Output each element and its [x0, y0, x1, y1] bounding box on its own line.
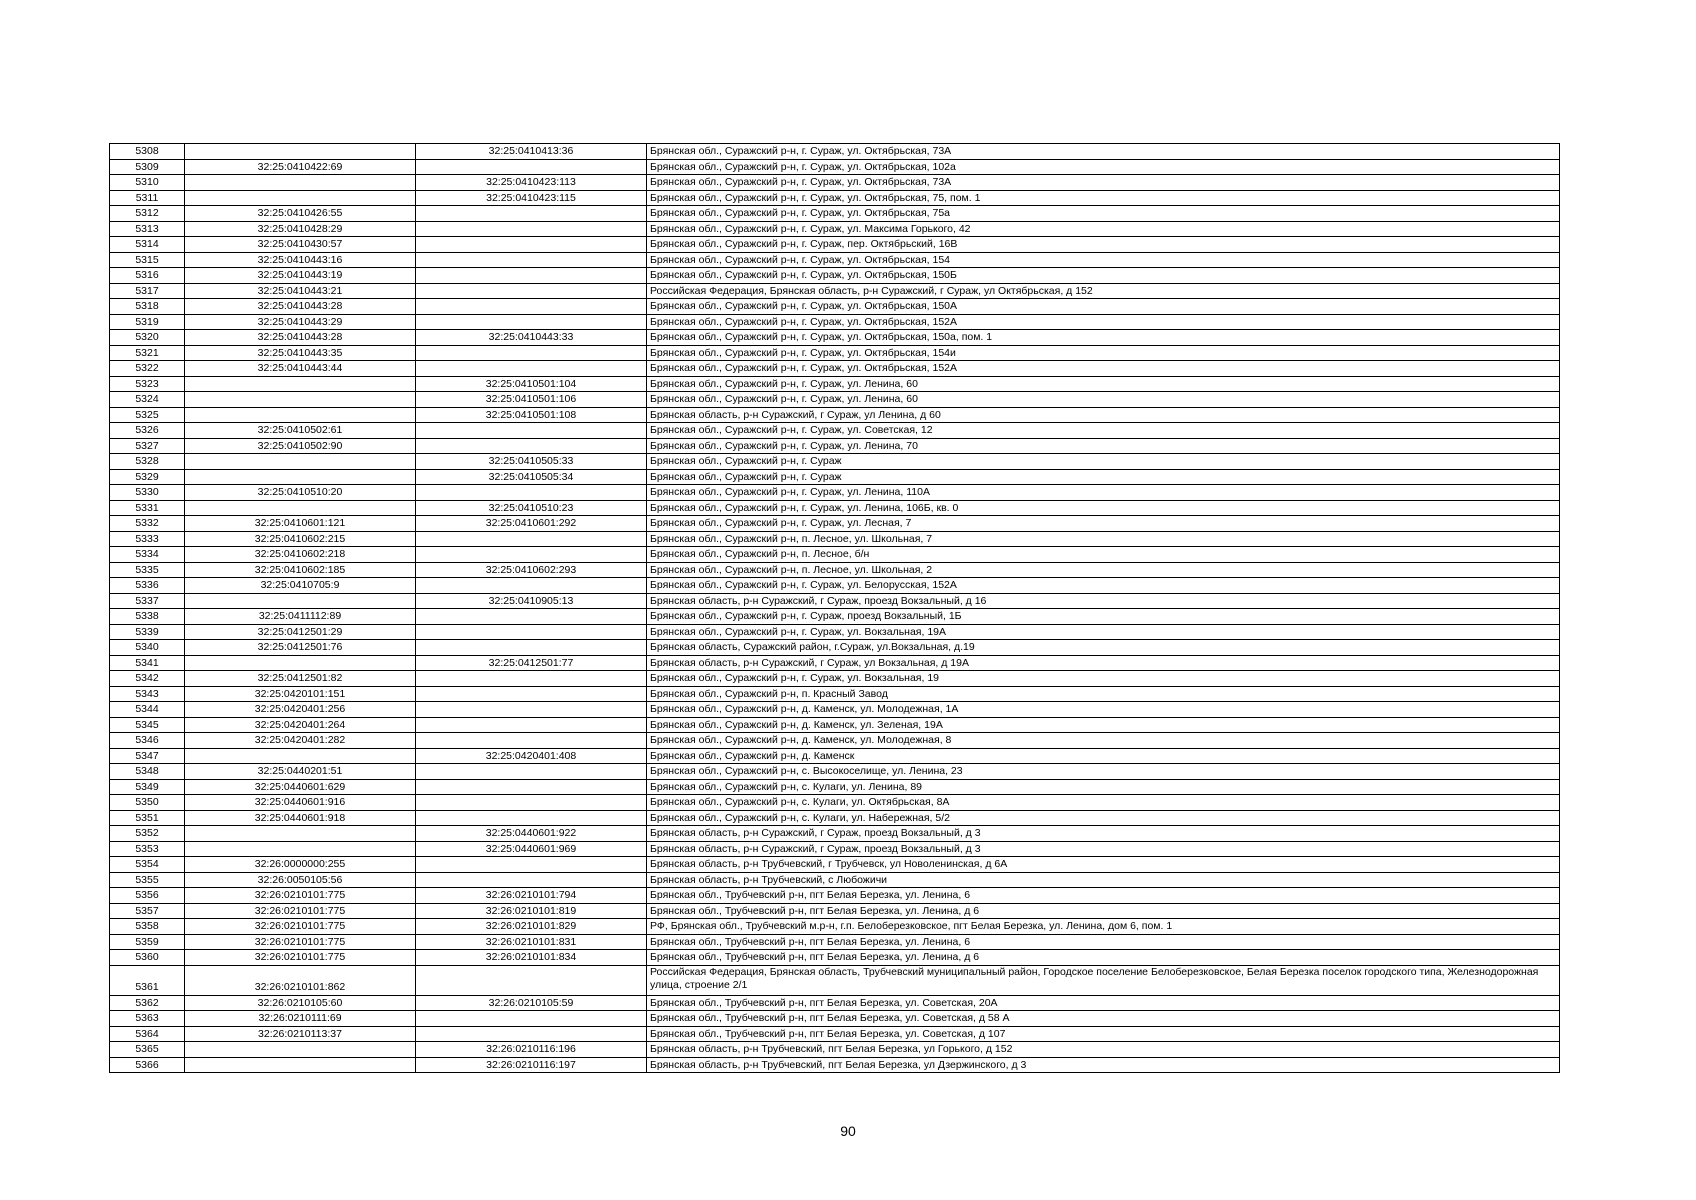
table-row — [110, 562, 1560, 578]
table-row — [110, 717, 1560, 733]
table-row — [110, 252, 1560, 268]
table-row — [110, 702, 1560, 718]
row-number-cell: 5364 — [110, 1026, 185, 1042]
row-number-cell: 5326 — [110, 423, 185, 439]
cadastral-number-cell: 32:25:0410443:21 — [185, 283, 416, 299]
cadastral-number-cell: 32:25:0410502:90 — [185, 438, 416, 454]
cadastral-number-cell: 32:25:0410426:55 — [185, 206, 416, 222]
object-number-cell: 32:26:0210101:829 — [416, 919, 647, 935]
object-number-cell — [416, 159, 647, 175]
object-number-cell — [416, 237, 647, 253]
object-number-cell — [416, 438, 647, 454]
row-number-cell: 5341 — [110, 655, 185, 671]
object-number-cell — [416, 764, 647, 780]
table-row — [110, 423, 1560, 439]
address-cell: Брянская обл., Суражский р-н, г. Сураж, пер. Октябрьский, 16В — [647, 237, 1560, 253]
object-number-cell: 32:26:0210101:831 — [416, 934, 647, 950]
row-number-cell: 5360 — [110, 950, 185, 966]
address-cell: Брянская обл., Трубчевский р-н, пгт Белая Березка, ул. Советская, д 58 А — [647, 1011, 1560, 1027]
address-cell: Брянская обл., Суражский р-н, д. Каменск — [647, 748, 1560, 764]
object-number-cell: 32:25:0410443:33 — [416, 330, 647, 346]
cadastral-number-cell: 32:25:0410602:218 — [185, 547, 416, 563]
table-row — [110, 640, 1560, 656]
object-number-cell: 32:25:0410501:108 — [416, 407, 647, 423]
cadastral-number-cell: 32:26:0050105:56 — [185, 872, 416, 888]
object-number-cell — [416, 965, 647, 995]
cadastral-number-cell: 32:25:0440601:916 — [185, 795, 416, 811]
address-cell: Брянская обл., Суражский р-н, д. Каменск, ул. Молодежная, 8 — [647, 733, 1560, 749]
cadastral-number-cell: 32:26:0000000:255 — [185, 857, 416, 873]
cadastral-number-cell: 32:25:0410422:69 — [185, 159, 416, 175]
cadastral-number-cell: 32:25:0410443:29 — [185, 314, 416, 330]
object-number-cell — [416, 423, 647, 439]
cadastral-number-cell: 32:25:0410443:28 — [185, 299, 416, 315]
row-number-cell: 5362 — [110, 995, 185, 1011]
address-cell: Брянская обл., Суражский р-н, г. Сураж, ул. Ленина, 110А — [647, 485, 1560, 501]
cadastral-number-cell: 32:26:0210101:775 — [185, 934, 416, 950]
address-cell: Брянская область, р-н Трубчевский, г Трубчевск, ул Новоленинская, д 6А — [647, 857, 1560, 873]
table-row — [110, 438, 1560, 454]
cadastral-number-cell: 32:25:0420401:264 — [185, 717, 416, 733]
table-row — [110, 593, 1560, 609]
row-number-cell: 5358 — [110, 919, 185, 935]
cadastral-number-cell: 32:25:0412501:29 — [185, 624, 416, 640]
cadastral-number-cell: 32:25:0410443:35 — [185, 345, 416, 361]
object-number-cell — [416, 872, 647, 888]
row-number-cell: 5342 — [110, 671, 185, 687]
cadastral-number-cell — [185, 454, 416, 470]
object-number-cell: 32:25:0410602:293 — [416, 562, 647, 578]
object-number-cell — [416, 857, 647, 873]
address-cell: Брянская обл., Суражский р-н, г. Сураж, ул. Октябрьская, 102а — [647, 159, 1560, 175]
cadastral-number-cell: 32:25:0440601:918 — [185, 810, 416, 826]
table-row — [110, 190, 1560, 206]
row-number-cell: 5332 — [110, 516, 185, 532]
table-row — [110, 950, 1560, 966]
row-number-cell: 5324 — [110, 392, 185, 408]
table-row — [110, 965, 1560, 995]
table-row — [110, 314, 1560, 330]
object-number-cell — [416, 221, 647, 237]
object-number-cell — [416, 671, 647, 687]
address-cell: Брянская обл., Суражский р-н, г. Сураж, ул. Белорусская, 152А — [647, 578, 1560, 594]
row-number-cell: 5309 — [110, 159, 185, 175]
table-row — [110, 733, 1560, 749]
table-row — [110, 919, 1560, 935]
address-cell: Брянская обл., Суражский р-н, г. Сураж — [647, 469, 1560, 485]
object-number-cell: 32:25:0410601:292 — [416, 516, 647, 532]
object-number-cell — [416, 640, 647, 656]
row-number-cell: 5331 — [110, 500, 185, 516]
table-row — [110, 748, 1560, 764]
row-number-cell: 5337 — [110, 593, 185, 609]
object-number-cell — [416, 345, 647, 361]
table-row — [110, 469, 1560, 485]
address-cell: Брянская обл., Суражский р-н, г. Сураж, ул. Вокзальная, 19 — [647, 671, 1560, 687]
row-number-cell: 5357 — [110, 903, 185, 919]
address-cell: РФ, Брянская обл., Трубчевский м.р-н, г.п. Белоберезковское, пгт Белая Березка, ул. Ленина, дом 6, пом. 1 — [647, 919, 1560, 935]
object-number-cell: 32:25:0412501:77 — [416, 655, 647, 671]
address-cell: Брянская область, р-н Трубчевский, с Любожичи — [647, 872, 1560, 888]
table-row — [110, 283, 1560, 299]
address-cell: Брянская обл., Суражский р-н, с. Кулаги, ул. Набережная, 5/2 — [647, 810, 1560, 826]
object-number-cell: 32:25:0410505:33 — [416, 454, 647, 470]
row-number-cell: 5344 — [110, 702, 185, 718]
address-cell: Брянская область, р-н Суражский, г Сураж, проезд Вокзальный, д 16 — [647, 593, 1560, 609]
object-number-cell: 32:26:0210105:59 — [416, 995, 647, 1011]
cadastral-number-cell: 32:25:0440201:51 — [185, 764, 416, 780]
address-cell: Брянская обл., Суражский р-н, г. Сураж, ул. Вокзальная, 19А — [647, 624, 1560, 640]
object-number-cell — [416, 252, 647, 268]
table-row — [110, 857, 1560, 873]
address-cell: Брянская обл., Суражский р-н, г. Сураж, ул. Октябрьская, 154 — [647, 252, 1560, 268]
row-number-cell: 5308 — [110, 144, 185, 160]
object-number-cell: 32:25:0410501:104 — [416, 376, 647, 392]
row-number-cell: 5312 — [110, 206, 185, 222]
cadastral-table — [109, 143, 1560, 1073]
address-cell: Брянская обл., Суражский р-н, д. Каменск, ул. Зеленая, 19А — [647, 717, 1560, 733]
address-cell: Брянская обл., Суражский р-н, г. Сураж, ул. Октябрьская, 152А — [647, 361, 1560, 377]
address-cell: Брянская область, р-н Суражский, г Сураж, проезд Вокзальный, д 3 — [647, 826, 1560, 842]
row-number-cell: 5329 — [110, 469, 185, 485]
object-number-cell — [416, 702, 647, 718]
row-number-cell: 5355 — [110, 872, 185, 888]
address-cell: Брянская обл., Суражский р-н, г. Сураж, ул. Октябрьская, 150А — [647, 299, 1560, 315]
cadastral-number-cell — [185, 826, 416, 842]
address-cell: Брянская обл., Трубчевский р-н, пгт Белая Березка, ул. Советская, д 107 — [647, 1026, 1560, 1042]
row-number-cell: 5314 — [110, 237, 185, 253]
row-number-cell: 5366 — [110, 1057, 185, 1073]
cadastral-number-cell: 32:25:0410510:20 — [185, 485, 416, 501]
object-number-cell: 32:25:0440601:922 — [416, 826, 647, 842]
cadastral-number-cell: 32:25:0410602:185 — [185, 562, 416, 578]
object-number-cell: 32:25:0410501:106 — [416, 392, 647, 408]
cadastral-number-cell: 32:25:0412501:76 — [185, 640, 416, 656]
table-row — [110, 841, 1560, 857]
row-number-cell: 5322 — [110, 361, 185, 377]
row-number-cell: 5310 — [110, 175, 185, 191]
cadastral-number-cell — [185, 593, 416, 609]
object-number-cell: 32:25:0420401:408 — [416, 748, 647, 764]
address-cell: Брянская обл., Трубчевский р-н, пгт Белая Березка, ул. Ленина, д 6 — [647, 903, 1560, 919]
cadastral-number-cell — [185, 469, 416, 485]
table-row — [110, 609, 1560, 625]
cadastral-number-cell: 32:26:0210113:37 — [185, 1026, 416, 1042]
table-row — [110, 826, 1560, 842]
table-row — [110, 779, 1560, 795]
address-cell: Брянская область, Суражский район, г.Сураж, ул.Вокзальная, д.19 — [647, 640, 1560, 656]
table-row — [110, 500, 1560, 516]
address-cell: Брянская область, р-н Трубчевский, пгт Белая Березка, ул Горького, д 152 — [647, 1042, 1560, 1058]
address-cell: Брянская область, р-н Суражский, г Сураж, ул Ленина, д 60 — [647, 407, 1560, 423]
cadastral-number-cell: 32:25:0410428:29 — [185, 221, 416, 237]
row-number-cell: 5333 — [110, 531, 185, 547]
cadastral-number-cell: 32:26:0210105:60 — [185, 995, 416, 1011]
row-number-cell: 5321 — [110, 345, 185, 361]
object-number-cell — [416, 810, 647, 826]
row-number-cell: 5336 — [110, 578, 185, 594]
row-number-cell: 5349 — [110, 779, 185, 795]
cadastral-number-cell: 32:26:0210101:775 — [185, 950, 416, 966]
address-cell: Брянская обл., Суражский р-н, г. Сураж, ул. Октябрьская, 75, пом. 1 — [647, 190, 1560, 206]
row-number-cell: 5317 — [110, 283, 185, 299]
table-row — [110, 485, 1560, 501]
object-number-cell — [416, 686, 647, 702]
row-number-cell: 5351 — [110, 810, 185, 826]
table-row — [110, 392, 1560, 408]
object-number-cell — [416, 206, 647, 222]
row-number-cell: 5311 — [110, 190, 185, 206]
page-number: 90 — [840, 1123, 856, 1139]
table-row — [110, 221, 1560, 237]
table-row — [110, 624, 1560, 640]
object-number-cell — [416, 578, 647, 594]
table-row — [110, 1042, 1560, 1058]
cadastral-number-cell: 32:26:0210101:775 — [185, 919, 416, 935]
row-number-cell: 5330 — [110, 485, 185, 501]
address-cell: Брянская обл., Суражский р-н, г. Сураж, ул. Октябрьская, 154и — [647, 345, 1560, 361]
object-number-cell — [416, 733, 647, 749]
row-number-cell: 5338 — [110, 609, 185, 625]
object-number-cell — [416, 547, 647, 563]
table-row — [110, 407, 1560, 423]
table-row — [110, 764, 1560, 780]
row-number-cell: 5347 — [110, 748, 185, 764]
address-cell: Брянская обл., Суражский р-н, г. Сураж — [647, 454, 1560, 470]
row-number-cell: 5350 — [110, 795, 185, 811]
table-body — [110, 144, 1560, 1073]
row-number-cell: 5359 — [110, 934, 185, 950]
row-number-cell: 5353 — [110, 841, 185, 857]
cadastral-number-cell — [185, 392, 416, 408]
row-number-cell: 5320 — [110, 330, 185, 346]
object-number-cell: 32:25:0410510:23 — [416, 500, 647, 516]
cadastral-number-cell: 32:25:0410430:57 — [185, 237, 416, 253]
address-cell: Брянская обл., Суражский р-н, г. Сураж, ул. Октябрьская, 73А — [647, 175, 1560, 191]
address-cell: Брянская обл., Суражский р-н, г. Сураж, проезд Вокзальный, 1Б — [647, 609, 1560, 625]
object-number-cell: 32:26:0210101:794 — [416, 888, 647, 904]
address-cell: Брянская обл., Суражский р-н, с. Кулаги, ул. Ленина, 89 — [647, 779, 1560, 795]
table-row — [110, 237, 1560, 253]
object-number-cell: 32:26:0210101:834 — [416, 950, 647, 966]
address-cell: Брянская обл., Суражский р-н, г. Сураж, ул. Октябрьская, 152А — [647, 314, 1560, 330]
row-number-cell: 5348 — [110, 764, 185, 780]
cadastral-number-cell: 32:25:0410443:44 — [185, 361, 416, 377]
object-number-cell — [416, 1011, 647, 1027]
address-cell: Брянская обл., Суражский р-н, г. Сураж, ул. Ленина, 70 — [647, 438, 1560, 454]
address-cell: Брянская обл., Суражский р-н, г. Сураж, ул. Лесная, 7 — [647, 516, 1560, 532]
address-cell: Российская Федерация, Брянская область, Трубчевский муниципальный район, Городское поселение Белоберезковское, Белая Березка поселок городского типа, Железнодорожная улица, строение 2/1 — [647, 965, 1560, 995]
object-number-cell: 32:25:0410423:113 — [416, 175, 647, 191]
table-row — [110, 330, 1560, 346]
cadastral-number-cell: 32:25:0410705:9 — [185, 578, 416, 594]
cadastral-number-cell — [185, 144, 416, 160]
cadastral-number-cell: 32:25:0410443:28 — [185, 330, 416, 346]
address-cell: Брянская обл., Суражский р-н, г. Сураж, ул. Советская, 12 — [647, 423, 1560, 439]
row-number-cell: 5363 — [110, 1011, 185, 1027]
cadastral-number-cell: 32:25:0410443:19 — [185, 268, 416, 284]
row-number-cell: 5328 — [110, 454, 185, 470]
table-row — [110, 686, 1560, 702]
table-row — [110, 795, 1560, 811]
object-number-cell: 32:26:0210101:819 — [416, 903, 647, 919]
address-cell: Брянская обл., Суражский р-н, г. Сураж, ул. Октябрьская, 75а — [647, 206, 1560, 222]
address-cell: Брянская обл., Суражский р-н, с. Кулаги, ул. Октябрьская, 8А — [647, 795, 1560, 811]
cadastral-number-cell — [185, 407, 416, 423]
table-row — [110, 454, 1560, 470]
address-cell: Брянская обл., Суражский р-н, п. Красный Завод — [647, 686, 1560, 702]
cadastral-number-cell: 32:25:0420401:256 — [185, 702, 416, 718]
row-number-cell: 5354 — [110, 857, 185, 873]
table-row — [110, 810, 1560, 826]
object-number-cell — [416, 624, 647, 640]
object-number-cell: 32:25:0410905:13 — [416, 593, 647, 609]
cadastral-number-cell: 32:25:0420101:151 — [185, 686, 416, 702]
object-number-cell — [416, 485, 647, 501]
row-number-cell: 5323 — [110, 376, 185, 392]
row-number-cell: 5345 — [110, 717, 185, 733]
table-row — [110, 578, 1560, 594]
table-row — [110, 361, 1560, 377]
object-number-cell: 32:25:0410423:115 — [416, 190, 647, 206]
cadastral-number-cell: 32:26:0210101:775 — [185, 903, 416, 919]
object-number-cell — [416, 283, 647, 299]
row-number-cell: 5361 — [110, 965, 185, 995]
address-cell: Брянская обл., Суражский р-н, д. Каменск, ул. Молодежная, 1А — [647, 702, 1560, 718]
object-number-cell — [416, 609, 647, 625]
cadastral-number-cell — [185, 748, 416, 764]
row-number-cell: 5313 — [110, 221, 185, 237]
cadastral-number-cell — [185, 1042, 416, 1058]
object-number-cell — [416, 299, 647, 315]
table-row — [110, 995, 1560, 1011]
object-number-cell: 32:25:0440601:969 — [416, 841, 647, 857]
object-number-cell — [416, 268, 647, 284]
table-row — [110, 1026, 1560, 1042]
address-cell: Брянская обл., Трубчевский р-н, пгт Белая Березка, ул. Ленина, 6 — [647, 888, 1560, 904]
address-cell: Российская Федерация, Брянская область, р-н Суражский, г Сураж, ул Октябрьская, д 152 — [647, 283, 1560, 299]
object-number-cell — [416, 531, 647, 547]
table-row — [110, 516, 1560, 532]
cadastral-number-cell: 32:25:0411112:89 — [185, 609, 416, 625]
row-number-cell: 5319 — [110, 314, 185, 330]
table-row — [110, 299, 1560, 315]
table-row — [110, 888, 1560, 904]
address-cell: Брянская обл., Суражский р-н, г. Сураж, ул. Октябрьская, 150Б — [647, 268, 1560, 284]
table-row — [110, 345, 1560, 361]
cadastral-number-cell: 32:26:0210101:775 — [185, 888, 416, 904]
object-number-cell — [416, 717, 647, 733]
address-cell: Брянская обл., Суражский р-н, г. Сураж, ул. Ленина, 106Б, кв. 0 — [647, 500, 1560, 516]
cadastral-number-cell: 32:25:0410601:121 — [185, 516, 416, 532]
address-cell: Брянская обл., Суражский р-н, г. Сураж, ул. Ленина, 60 — [647, 392, 1560, 408]
cadastral-number-cell: 32:26:0210101:862 — [185, 965, 416, 995]
address-cell: Брянская область, р-н Суражский, г Сураж, проезд Вокзальный, д 3 — [647, 841, 1560, 857]
table-row — [110, 934, 1560, 950]
cadastral-number-cell — [185, 655, 416, 671]
address-cell: Брянская область, р-н Трубчевский, пгт Белая Березка, ул Дзержинского, д 3 — [647, 1057, 1560, 1073]
cadastral-number-cell: 32:25:0412501:82 — [185, 671, 416, 687]
row-number-cell: 5365 — [110, 1042, 185, 1058]
object-number-cell — [416, 795, 647, 811]
cadastral-number-cell — [185, 500, 416, 516]
table-row — [110, 903, 1560, 919]
table-row — [110, 268, 1560, 284]
cadastral-number-cell — [185, 190, 416, 206]
row-number-cell: 5356 — [110, 888, 185, 904]
object-number-cell: 32:25:0410505:34 — [416, 469, 647, 485]
row-number-cell: 5340 — [110, 640, 185, 656]
row-number-cell: 5327 — [110, 438, 185, 454]
object-number-cell: 32:26:0210116:196 — [416, 1042, 647, 1058]
row-number-cell: 5325 — [110, 407, 185, 423]
cadastral-number-cell: 32:25:0410602:215 — [185, 531, 416, 547]
cadastral-number-cell — [185, 175, 416, 191]
cadastral-number-cell: 32:25:0410502:61 — [185, 423, 416, 439]
cadastral-number-cell — [185, 1057, 416, 1073]
address-cell: Брянская обл., Трубчевский р-н, пгт Белая Березка, ул. Ленина, 6 — [647, 934, 1560, 950]
table-row — [110, 655, 1560, 671]
address-cell: Брянская обл., Трубчевский р-н, пгт Белая Березка, ул. Советская, 20А — [647, 995, 1560, 1011]
row-number-cell: 5315 — [110, 252, 185, 268]
row-number-cell: 5343 — [110, 686, 185, 702]
object-number-cell — [416, 1026, 647, 1042]
cadastral-number-cell: 32:26:0210111:69 — [185, 1011, 416, 1027]
address-cell: Брянская область, р-н Суражский, г Сураж, ул Вокзальная, д 19А — [647, 655, 1560, 671]
table-row — [110, 671, 1560, 687]
row-number-cell: 5318 — [110, 299, 185, 315]
address-cell: Брянская обл., Суражский р-н, г. Сураж, ул. Максима Горького, 42 — [647, 221, 1560, 237]
row-number-cell: 5339 — [110, 624, 185, 640]
table-row — [110, 531, 1560, 547]
address-cell: Брянская обл., Суражский р-н, г. Сураж, ул. Ленина, 60 — [647, 376, 1560, 392]
address-cell: Брянская обл., Трубчевский р-н, пгт Белая Березка, ул. Ленина, д 6 — [647, 950, 1560, 966]
table-row — [110, 175, 1560, 191]
object-number-cell: 32:25:0410413:36 — [416, 144, 647, 160]
object-number-cell: 32:26:0210116:197 — [416, 1057, 647, 1073]
object-number-cell — [416, 314, 647, 330]
address-cell: Брянская обл., Суражский р-н, с. Высокоселище, ул. Ленина, 23 — [647, 764, 1560, 780]
cadastral-number-cell — [185, 376, 416, 392]
row-number-cell: 5316 — [110, 268, 185, 284]
table-row — [110, 1011, 1560, 1027]
row-number-cell: 5334 — [110, 547, 185, 563]
cadastral-number-cell: 32:25:0440601:629 — [185, 779, 416, 795]
address-cell: Брянская обл., Суражский р-н, г. Сураж, ул. Октябрьская, 73А — [647, 144, 1560, 160]
table-row — [110, 872, 1560, 888]
table-row — [110, 206, 1560, 222]
cadastral-number-cell: 32:25:0410443:16 — [185, 252, 416, 268]
table-row — [110, 547, 1560, 563]
row-number-cell: 5346 — [110, 733, 185, 749]
table-row — [110, 144, 1560, 160]
object-number-cell — [416, 361, 647, 377]
cadastral-number-cell — [185, 841, 416, 857]
object-number-cell — [416, 779, 647, 795]
table-row — [110, 159, 1560, 175]
address-cell: Брянская обл., Суражский р-н, г. Сураж, ул. Октябрьская, 150а, пом. 1 — [647, 330, 1560, 346]
address-cell: Брянская обл., Суражский р-н, п. Лесное, ул. Школьная, 7 — [647, 531, 1560, 547]
table-row — [110, 376, 1560, 392]
row-number-cell: 5335 — [110, 562, 185, 578]
table-row — [110, 1057, 1560, 1073]
row-number-cell: 5352 — [110, 826, 185, 842]
address-cell: Брянская обл., Суражский р-н, п. Лесное, б/н — [647, 547, 1560, 563]
cadastral-number-cell: 32:25:0420401:282 — [185, 733, 416, 749]
address-cell: Брянская обл., Суражский р-н, п. Лесное, ул. Школьная, 2 — [647, 562, 1560, 578]
